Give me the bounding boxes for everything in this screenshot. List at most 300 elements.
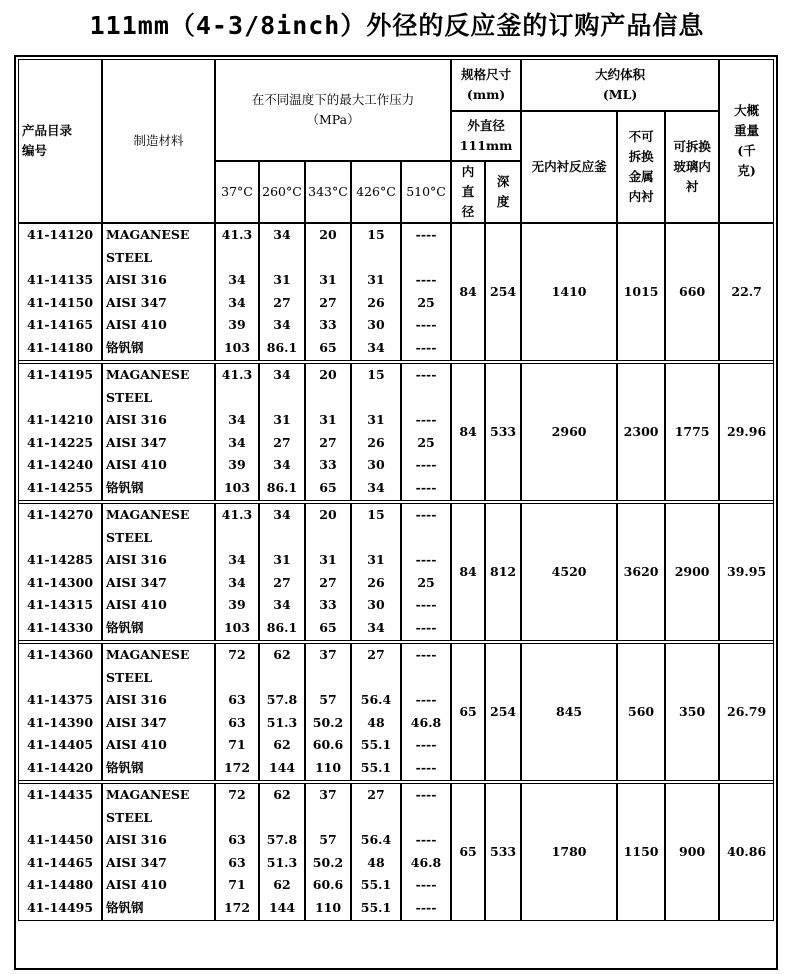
material-name: AISI 347 [106, 434, 167, 450]
blank-line [352, 807, 400, 830]
pressure-value: 33 [319, 457, 337, 473]
pressure-value: 20 [319, 507, 337, 522]
pressure-value: 27 [273, 434, 291, 450]
pressure-value: 48 [367, 714, 385, 730]
catalog-no-cell [18, 363, 102, 501]
pressure-value: 34 [367, 339, 385, 355]
catalog-no: 41-14120 [26, 227, 94, 242]
catalog-no: 41-14390 [26, 714, 94, 730]
pressure-value: 37 [319, 787, 337, 802]
pressure-value: 33 [319, 597, 337, 613]
cell-vol-none: 845 [521, 643, 617, 781]
material-name: AISI 410 [106, 737, 167, 753]
catalog-no: 41-14360 [26, 647, 94, 662]
pressure-value: 86.1 [266, 339, 298, 355]
pressure-value: ---- [415, 367, 437, 382]
header-line: 度 [496, 194, 510, 209]
header-line: 金属 [628, 169, 654, 184]
pressure-cell [351, 363, 401, 501]
blank-line [260, 527, 304, 550]
pressure-value: ---- [415, 552, 437, 568]
material-name: AISI 316 [106, 692, 167, 708]
pressure-value: ---- [415, 619, 437, 635]
blank-line [306, 527, 350, 550]
cell-depth: 533 [485, 363, 521, 501]
pressure-value: 34 [228, 412, 246, 428]
catalog-no: 41-14495 [26, 899, 94, 915]
cell-vol-none: 4520 [521, 503, 617, 641]
approx-volume-label: 大约体积 [595, 67, 646, 82]
material-name: 铬钒钢 [106, 759, 144, 775]
pressure-value: 39 [228, 597, 246, 613]
pressure-value: 50.2 [312, 714, 344, 730]
pressure-value: 31 [367, 412, 385, 428]
catalog-no: 41-14165 [26, 317, 94, 333]
volume-unit: (ML) [602, 87, 638, 102]
pressure-cell [305, 363, 351, 501]
catalog-no-cell [18, 223, 102, 361]
header-line: 不可 [628, 129, 654, 144]
pressure-value: ---- [415, 832, 437, 848]
pressure-cell [259, 363, 305, 501]
pressure-value: 27 [367, 647, 385, 662]
blank-line [216, 667, 258, 690]
table-row-group [18, 783, 774, 921]
blank-line [216, 387, 258, 410]
pressure-value: 86.1 [266, 479, 298, 495]
table-row-group [18, 503, 774, 641]
blank-line [19, 807, 101, 830]
blank-line [216, 807, 258, 830]
header-line: 重量 [734, 123, 760, 138]
pressure-cell [215, 223, 259, 361]
pressure-value: 30 [367, 317, 385, 333]
blank-line [352, 667, 400, 690]
pressure-value: 46.8 [410, 714, 442, 730]
catalog-no: 41-14435 [26, 787, 94, 802]
pressure-value: 37 [319, 647, 337, 662]
pressure-value: 144 [268, 899, 296, 915]
material-name: STEEL [106, 389, 153, 405]
pressure-value: 172 [223, 759, 251, 775]
material-name: STEEL [106, 249, 153, 265]
header-line: 产品目录 [22, 123, 73, 138]
blank-line [402, 247, 450, 270]
blank-line [306, 807, 350, 830]
cell-inner: 84 [451, 503, 485, 641]
pressure-value: 34 [273, 597, 291, 613]
pressure-value: 25 [417, 574, 435, 590]
pressure-value: 34 [273, 507, 291, 522]
blank-line [19, 527, 101, 550]
catalog-no: 41-14375 [26, 692, 94, 708]
cell-inner: 65 [451, 783, 485, 921]
catalog-no: 41-14195 [26, 367, 94, 382]
pressure-value: 34 [367, 619, 385, 635]
material-cell [102, 783, 215, 921]
cell-vol-metal: 3620 [617, 503, 665, 641]
cell-depth: 254 [485, 223, 521, 361]
pressure-value: 57.8 [266, 832, 298, 848]
pressure-value: ---- [415, 272, 437, 288]
pressure-value: 56.4 [360, 692, 392, 708]
material-name: 铬钒钢 [106, 339, 144, 355]
pressure-value: 31 [273, 412, 291, 428]
catalog-no: 41-14300 [26, 574, 94, 590]
product-table [18, 59, 774, 921]
pressure-value: 71 [228, 877, 246, 893]
pressure-value: ---- [415, 227, 437, 242]
material-name: MAGANESE [106, 647, 190, 662]
catalog-no: 41-14315 [26, 597, 94, 613]
cell-inner: 84 [451, 223, 485, 361]
pressure-value: 110 [314, 899, 342, 915]
pressure-value: 103 [223, 339, 251, 355]
pressure-value: 34 [228, 574, 246, 590]
pressure-value: 20 [319, 367, 337, 382]
catalog-no: 41-14150 [26, 294, 94, 310]
pressure-value: 31 [367, 552, 385, 568]
pressure-value: 48 [367, 854, 385, 870]
pressure-value: 63 [228, 854, 246, 870]
pressure-value: ---- [415, 759, 437, 775]
header-line: 大概 [734, 103, 760, 118]
blank-line [19, 667, 101, 690]
cell-vol-glass: 900 [665, 783, 719, 921]
material-name: AISI 316 [106, 412, 167, 428]
pressure-value: ---- [415, 479, 437, 495]
catalog-no: 41-14450 [26, 832, 94, 848]
pressure-cell [215, 783, 259, 921]
pressure-value: 27 [273, 294, 291, 310]
header-temp-260: 260°C [259, 161, 305, 223]
pressure-cell [259, 503, 305, 641]
pressure-value: 57 [319, 832, 337, 848]
pressure-value: 34 [273, 457, 291, 473]
material-name: AISI 347 [106, 714, 167, 730]
spec-size-label: 规格尺寸 [461, 67, 512, 82]
table-row-group [18, 223, 774, 361]
pressure-value: 34 [273, 317, 291, 333]
cell-vol-glass: 2900 [665, 503, 719, 641]
material-cell [102, 363, 215, 501]
cell-depth: 533 [485, 783, 521, 921]
blank-line [216, 247, 258, 270]
pressure-value: 31 [273, 272, 291, 288]
cell-weight: 29.96 [719, 363, 774, 501]
pressure-value: 39 [228, 457, 246, 473]
catalog-no: 41-14210 [26, 412, 94, 428]
pressure-value: 27 [319, 434, 337, 450]
pressure-value: 27 [319, 574, 337, 590]
pressure-cell [259, 783, 305, 921]
material-name: MAGANESE [106, 787, 190, 802]
cell-weight: 40.86 [719, 783, 774, 921]
pressure-value: 34 [273, 227, 291, 242]
pressure-value: 172 [223, 899, 251, 915]
pressure-value: 51.3 [266, 854, 298, 870]
blank-line [402, 667, 450, 690]
catalog-no: 41-14255 [26, 479, 94, 495]
material-name: AISI 316 [106, 832, 167, 848]
catalog-no: 41-14240 [26, 457, 94, 473]
material-name: AISI 410 [106, 457, 167, 473]
header-line: 衬 [685, 179, 699, 194]
header-line: (千 [737, 143, 756, 158]
pressure-cell [305, 643, 351, 781]
outer-dia-label: 外直径 [467, 118, 505, 133]
pressure-value: ---- [415, 597, 437, 613]
pressure-value: ---- [415, 737, 437, 753]
blank-line [216, 527, 258, 550]
material-name: MAGANESE [106, 507, 190, 522]
header-outer-dia [451, 111, 521, 161]
table-row-group [18, 643, 774, 781]
header-material: 制造材料 [102, 59, 215, 223]
material-cell [102, 643, 215, 781]
material-name: 铬钒钢 [106, 619, 144, 635]
pressure-value: 34 [228, 272, 246, 288]
catalog-no: 41-14225 [26, 434, 94, 450]
pressure-value: 72 [228, 647, 246, 662]
catalog-no: 41-14270 [26, 507, 94, 522]
pressure-cell [215, 363, 259, 501]
pressure-value: 72 [228, 787, 246, 802]
pressure-value: 25 [417, 434, 435, 450]
header-approx-volume [521, 59, 719, 111]
header-no-liner: 无内衬反应釜 [521, 111, 617, 223]
material-name: AISI 347 [106, 294, 167, 310]
pressure-value: 30 [367, 457, 385, 473]
cell-depth: 254 [485, 643, 521, 781]
blank-line [19, 247, 101, 270]
pressure-value: 15 [367, 507, 385, 522]
pressure-value: 51.3 [266, 714, 298, 730]
pressure-value: 46.8 [410, 854, 442, 870]
pressure-value: 55.1 [360, 899, 392, 915]
blank-line [352, 247, 400, 270]
pressure-value: 34 [228, 434, 246, 450]
pressure-value: 31 [319, 272, 337, 288]
catalog-no-cell [18, 643, 102, 781]
pressure-value: 34 [228, 294, 246, 310]
pressure-value: 62 [273, 737, 291, 753]
cell-inner: 65 [451, 643, 485, 781]
pressure-cell [401, 503, 451, 641]
header-depth [485, 161, 521, 223]
material-name: AISI 410 [106, 597, 167, 613]
pressure-value: 27 [319, 294, 337, 310]
pressure-cell [401, 223, 451, 361]
blank-line [352, 527, 400, 550]
pressure-value: 15 [367, 367, 385, 382]
pressure-value: 57 [319, 692, 337, 708]
pressure-cell [215, 503, 259, 641]
pressure-cell [351, 503, 401, 641]
pressure-value: ---- [415, 317, 437, 333]
material-name: STEEL [106, 529, 153, 545]
header-max-pressure [215, 59, 451, 161]
pressure-value: 30 [367, 597, 385, 613]
material-name: MAGANESE [106, 367, 190, 382]
pressure-value: 63 [228, 692, 246, 708]
pressure-value: 62 [273, 787, 291, 802]
cell-vol-glass: 1775 [665, 363, 719, 501]
catalog-no: 41-14285 [26, 552, 94, 568]
pressure-value: 65 [319, 479, 337, 495]
material-name: MAGANESE [106, 227, 190, 242]
pressure-value: 26 [367, 434, 385, 450]
pressure-value: 144 [268, 759, 296, 775]
header-line: 可拆换 [673, 139, 711, 154]
header-line: 编号 [22, 143, 48, 158]
blank-line [260, 387, 304, 410]
catalog-no: 41-14465 [26, 854, 94, 870]
outer-dia-value: 111mm [459, 138, 513, 153]
pressure-value: ---- [415, 647, 437, 662]
blank-line [306, 667, 350, 690]
pressure-cell [351, 643, 401, 781]
pressure-value: 60.6 [312, 877, 344, 893]
pressure-value: 65 [319, 339, 337, 355]
pressure-value: 55.1 [360, 877, 392, 893]
header-temp-37: 37°C [215, 161, 259, 223]
catalog-no: 41-14330 [26, 619, 94, 635]
material-cell [102, 223, 215, 361]
pressure-value: 34 [367, 479, 385, 495]
material-name: STEEL [106, 809, 153, 825]
pressure-cell [259, 643, 305, 781]
pressure-value: 39 [228, 317, 246, 333]
header-line: 内衬 [628, 189, 654, 204]
pressure-value: 65 [319, 619, 337, 635]
pressure-cell [401, 783, 451, 921]
header-temp-426: 426°C [351, 161, 401, 223]
cell-vol-metal: 1150 [617, 783, 665, 921]
pressure-value: ---- [415, 339, 437, 355]
pressure-value: 86.1 [266, 619, 298, 635]
pressure-value: 31 [319, 412, 337, 428]
header-metal-liner [617, 111, 665, 223]
table-body [18, 223, 774, 921]
cell-vol-none: 2960 [521, 363, 617, 501]
material-name: AISI 347 [106, 854, 167, 870]
pressure-cell [401, 363, 451, 501]
catalog-no: 41-14405 [26, 737, 94, 753]
catalog-no: 41-14135 [26, 272, 94, 288]
header-spec-size [451, 59, 521, 111]
pressure-value: 50.2 [312, 854, 344, 870]
pressure-value: 41.3 [221, 227, 253, 242]
pressure-cell [215, 643, 259, 781]
material-name: AISI 347 [106, 574, 167, 590]
header-catalog-no [18, 59, 102, 223]
cell-vol-glass: 660 [665, 223, 719, 361]
pressure-value: 25 [417, 294, 435, 310]
catalog-no: 41-14480 [26, 877, 94, 893]
header-inner-dia [451, 161, 485, 223]
cell-depth: 812 [485, 503, 521, 641]
catalog-no: 41-14180 [26, 339, 94, 355]
product-table-frame [14, 55, 778, 970]
pressure-value: 31 [367, 272, 385, 288]
cell-vol-glass: 350 [665, 643, 719, 781]
pressure-value: 26 [367, 574, 385, 590]
pressure-value: ---- [415, 899, 437, 915]
pressure-cell [259, 223, 305, 361]
header-line: 径 [461, 204, 475, 219]
pressure-value: 34 [273, 367, 291, 382]
header-glass-liner [665, 111, 719, 223]
catalog-no-cell [18, 783, 102, 921]
catalog-no-cell [18, 503, 102, 641]
material-name: AISI 410 [106, 317, 167, 333]
table-row-group [18, 363, 774, 501]
blank-line [19, 387, 101, 410]
pressure-value: 55.1 [360, 737, 392, 753]
pressure-value: 27 [367, 787, 385, 802]
pressure-value: 15 [367, 227, 385, 242]
blank-line [402, 807, 450, 830]
blank-line [260, 247, 304, 270]
pressure-value: 41.3 [221, 507, 253, 522]
header-line: 内 [461, 164, 475, 179]
header-line: 深 [496, 174, 510, 189]
pressure-value: 20 [319, 227, 337, 242]
blank-line [352, 387, 400, 410]
material-cell [102, 503, 215, 641]
material-name: AISI 316 [106, 272, 167, 288]
pressure-value: 103 [223, 479, 251, 495]
pressure-value: 27 [273, 574, 291, 590]
max-pressure-unit: （MPa） [306, 112, 360, 127]
cell-vol-none: 1780 [521, 783, 617, 921]
blank-line [306, 247, 350, 270]
pressure-value: 26 [367, 294, 385, 310]
cell-weight: 22.7 [719, 223, 774, 361]
pressure-cell [305, 223, 351, 361]
pressure-value: ---- [415, 457, 437, 473]
pressure-cell [351, 223, 401, 361]
pressure-value: 103 [223, 619, 251, 635]
pressure-value: 71 [228, 737, 246, 753]
pressure-cell [401, 643, 451, 781]
pressure-cell [305, 503, 351, 641]
cell-inner: 84 [451, 363, 485, 501]
cell-weight: 26.79 [719, 643, 774, 781]
pressure-value: 110 [314, 759, 342, 775]
pressure-value: 34 [228, 552, 246, 568]
cell-weight: 39.95 [719, 503, 774, 641]
pressure-value: 31 [319, 552, 337, 568]
cell-vol-metal: 2300 [617, 363, 665, 501]
material-name: AISI 316 [106, 552, 167, 568]
pressure-value: 55.1 [360, 759, 392, 775]
pressure-value: ---- [415, 877, 437, 893]
material-name: STEEL [106, 669, 153, 685]
pressure-value: ---- [415, 507, 437, 522]
material-name: 铬钒钢 [106, 899, 144, 915]
blank-line [402, 387, 450, 410]
header-temp-510: 510°C [401, 161, 451, 223]
pressure-value: 63 [228, 832, 246, 848]
pressure-value: 62 [273, 647, 291, 662]
pressure-value: 41.3 [221, 367, 253, 382]
spec-size-unit: (mm) [466, 87, 506, 102]
pressure-value: ---- [415, 412, 437, 428]
pressure-value: 31 [273, 552, 291, 568]
catalog-no: 41-14420 [26, 759, 94, 775]
